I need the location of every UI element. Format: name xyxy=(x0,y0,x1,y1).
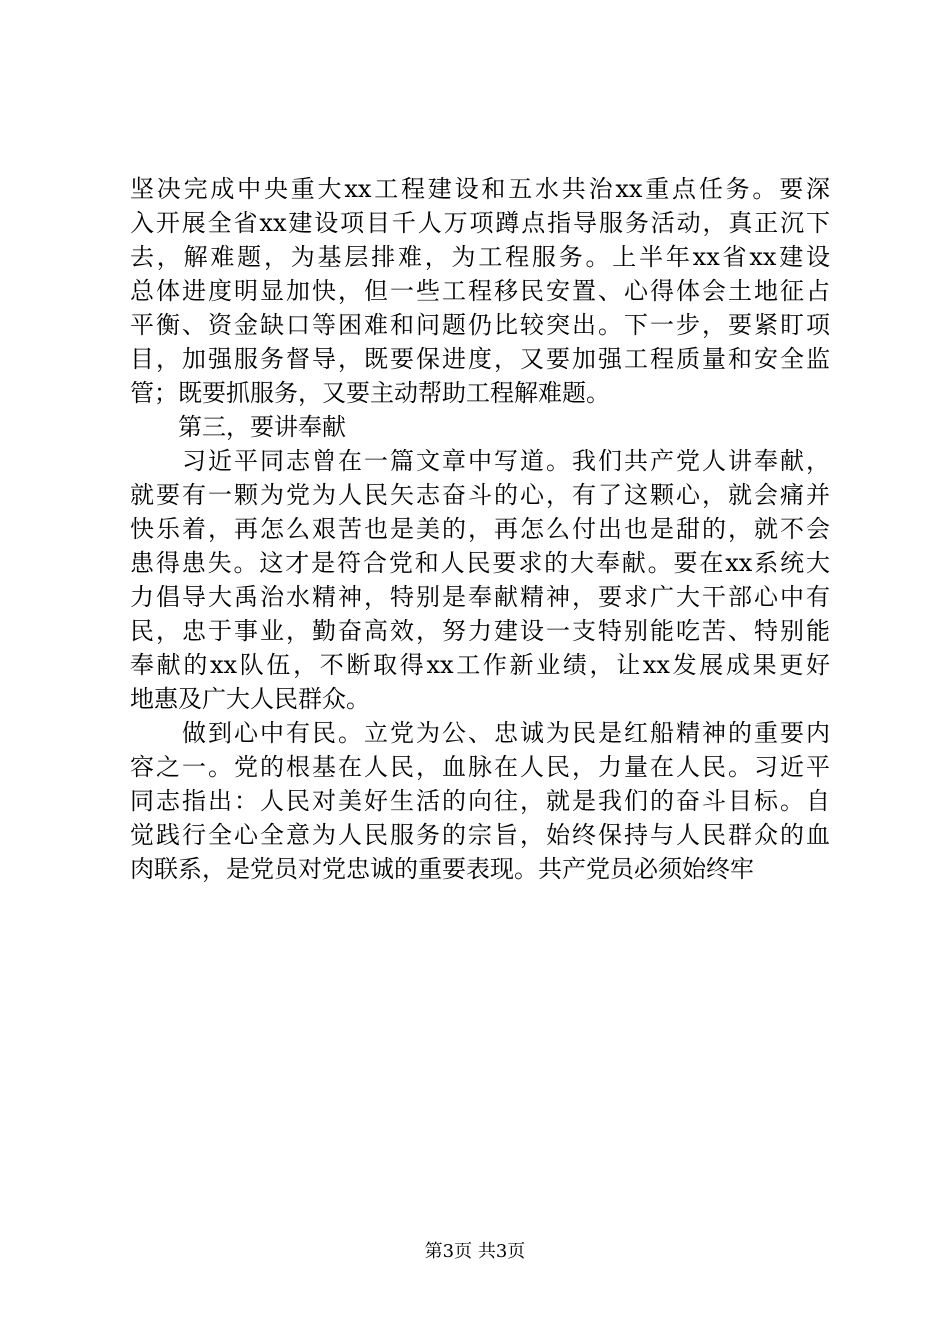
text-line: 平衡、资金缺口等困难和问题仍比较突出。下一步，要紧盯项 xyxy=(130,311,830,339)
text-line: 奉献的xx队伍，不断取得xx工作新业绩，让xx发展成果更好 xyxy=(130,651,830,679)
text-line: 患得患失。这才是符合党和人民要求的大奉献。要在xx系统大 xyxy=(130,549,830,577)
text-line: 同志指出：人民对美好生活的向往，就是我们的奋斗目标。自 xyxy=(130,787,830,815)
document-body xyxy=(130,172,830,886)
text-line: 入开展全省xx建设项目千人万项蹲点指导服务活动，真正沉下 xyxy=(130,209,830,237)
text-line: 去，解难题，为基层排难，为工程服务。上半年xx省xx建设 xyxy=(130,243,830,271)
text-line: 管；既要抓服务，又要主动帮助工程解难题。 xyxy=(130,379,610,407)
text-line: 做到心中有民。立党为公、忠诚为民是红船精神的重要内 xyxy=(130,719,830,747)
text-line: 习近平同志曾在一篇文章中写道。我们共产党人讲奉献， xyxy=(130,447,830,475)
text-line: 坚决完成中央重大xx工程建设和五水共治xx重点任务。要深 xyxy=(130,175,830,203)
text-line: 就要有一颗为党为人民矢志奋斗的心，有了这颗心，就会痛并 xyxy=(130,481,830,509)
text-line: 第三，要讲奉献 xyxy=(130,413,346,441)
page-footer: 第3页 共3页 xyxy=(424,1241,526,1262)
text-line: 快乐着，再怎么艰苦也是美的，再怎么付出也是甜的，就不会 xyxy=(130,515,830,543)
text-line: 觉践行全心全意为人民服务的宗旨，始终保持与人民群众的血 xyxy=(130,821,830,849)
text-line: 总体进度明显加快，但一些工程移民安置、心得体会土地征占 xyxy=(130,277,830,305)
text-line: 力倡导大禹治水精神，特别是奉献精神，要求广大干部心中有 xyxy=(130,583,830,611)
text-line: 目，加强服务督导，既要保进度，又要加强工程质量和安全监 xyxy=(130,345,830,373)
text-line: 肉联系，是党员对党忠诚的重要表现。共产党员必须始终牢 xyxy=(130,855,754,883)
text-line: 地惠及广大人民群众。 xyxy=(130,685,370,713)
text-line: 民，忠于事业，勤奋高效，努力建设一支特别能吃苦、特别能 xyxy=(130,617,830,645)
text-line: 容之一。党的根基在人民，血脉在人民，力量在人民。习近平 xyxy=(130,753,830,781)
